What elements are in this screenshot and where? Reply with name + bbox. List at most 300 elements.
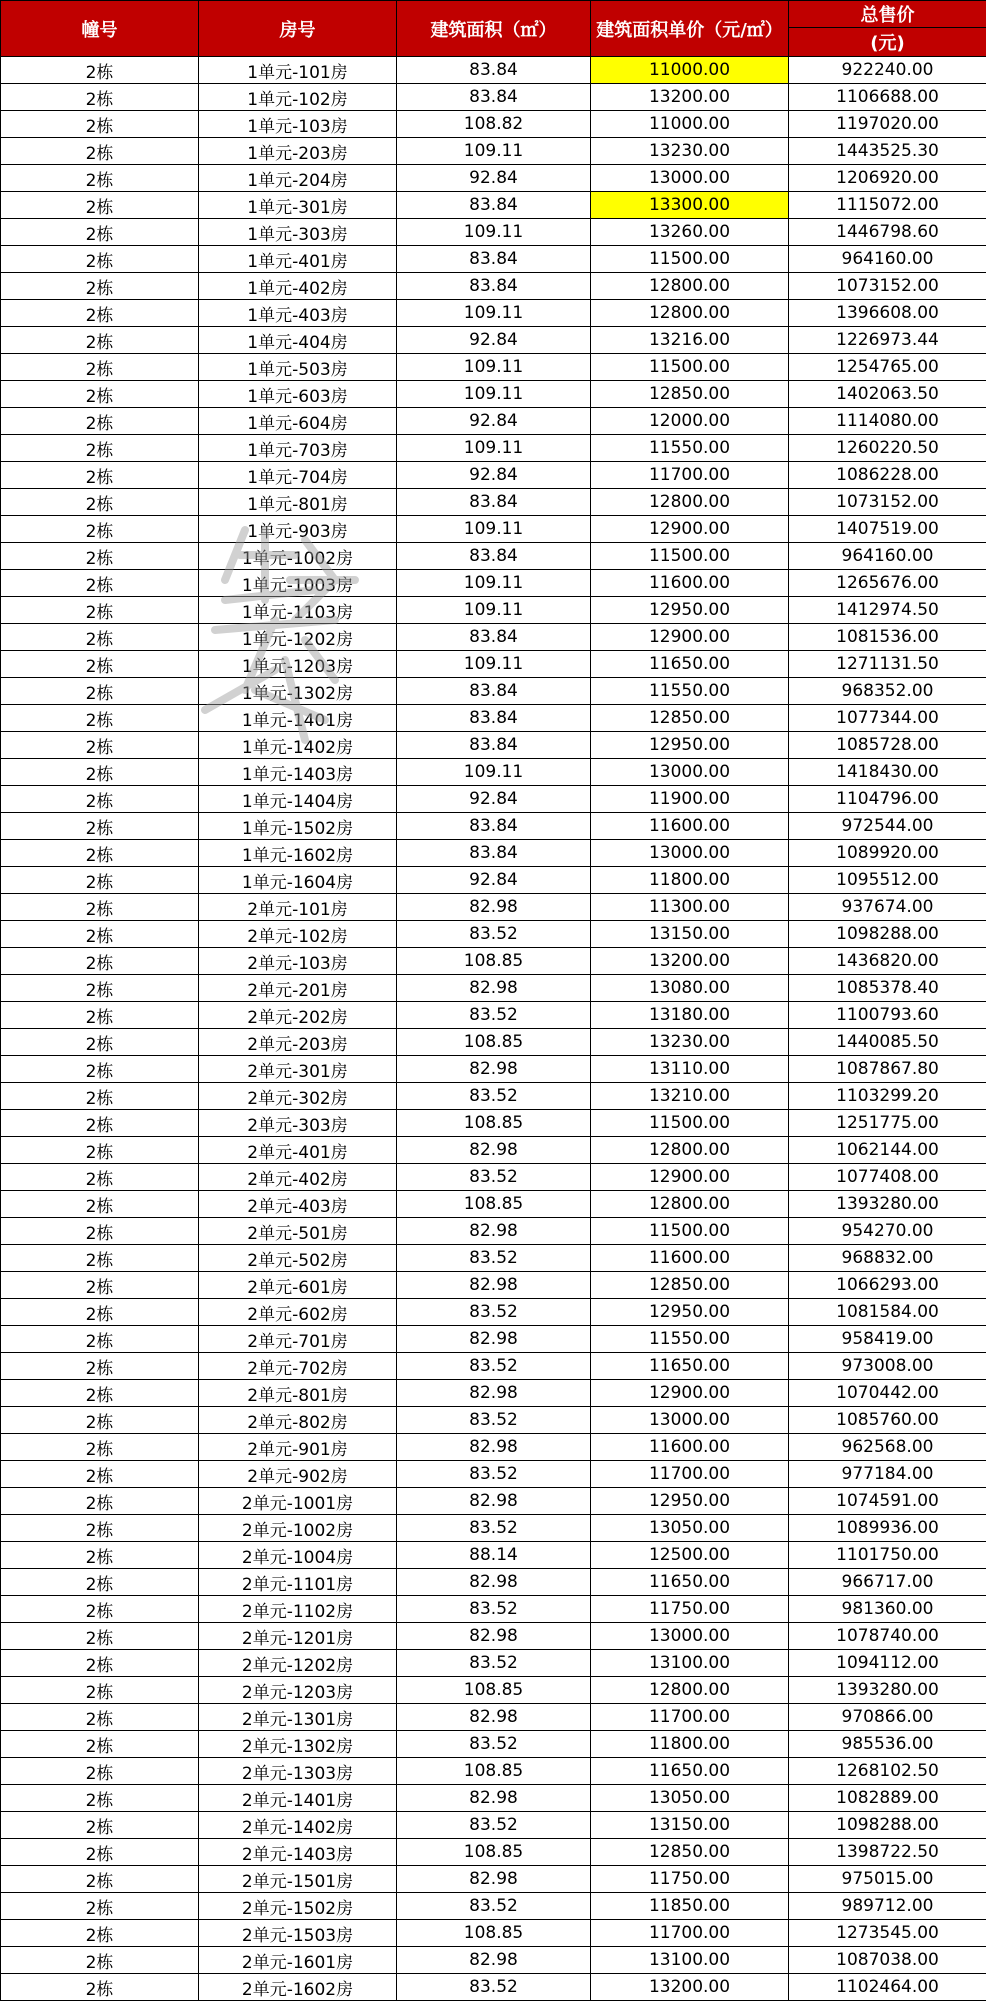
table-row xyxy=(1,1947,986,1974)
table-row xyxy=(1,246,986,273)
cell-unit-price: 13080.00 xyxy=(591,975,789,1002)
cell-total-price: 1251775.00 xyxy=(789,1110,986,1137)
cell-total-price: 975015.00 xyxy=(789,1866,986,1893)
cell-total-price: 966717.00 xyxy=(789,1569,986,1596)
table-row xyxy=(1,1542,986,1569)
cell-unit-price: 13050.00 xyxy=(591,1515,789,1542)
cell-unit-price: 11650.00 xyxy=(591,651,789,678)
cell-room: 2单元-403房 xyxy=(199,1191,397,1218)
cell-unit-price: 13230.00 xyxy=(591,138,789,165)
cell-building: 2栋 xyxy=(1,462,199,489)
header-total-price: 总售价 xyxy=(789,1,986,28)
table-row xyxy=(1,1488,986,1515)
table-row xyxy=(1,597,986,624)
cell-area: 109.11 xyxy=(397,516,591,543)
cell-unit-price: 12850.00 xyxy=(591,1272,789,1299)
cell-area: 108.85 xyxy=(397,1677,591,1704)
cell-unit-price: 11650.00 xyxy=(591,1569,789,1596)
table-row xyxy=(1,678,986,705)
cell-area: 83.52 xyxy=(397,1596,591,1623)
cell-total-price: 1102464.00 xyxy=(789,1974,986,2001)
cell-unit-price: 12800.00 xyxy=(591,1137,789,1164)
cell-total-price: 1085378.40 xyxy=(789,975,986,1002)
cell-total-price: 1081584.00 xyxy=(789,1299,986,1326)
cell-building: 2栋 xyxy=(1,516,199,543)
cell-building: 2栋 xyxy=(1,1164,199,1191)
table-row xyxy=(1,1839,986,1866)
cell-total-price: 1082889.00 xyxy=(789,1785,986,1812)
table-row xyxy=(1,1164,986,1191)
cell-building: 2栋 xyxy=(1,840,199,867)
cell-total-price: 1260220.50 xyxy=(789,435,986,462)
cell-total-price: 1440085.50 xyxy=(789,1029,986,1056)
table-row xyxy=(1,1704,986,1731)
cell-area: 109.11 xyxy=(397,570,591,597)
cell-room: 1单元-703房 xyxy=(199,435,397,462)
cell-building: 2栋 xyxy=(1,948,199,975)
cell-total-price: 1098288.00 xyxy=(789,921,986,948)
cell-room: 1单元-303房 xyxy=(199,219,397,246)
table-body xyxy=(1,57,986,2001)
cell-total-price: 937674.00 xyxy=(789,894,986,921)
cell-unit-price: 12850.00 xyxy=(591,1839,789,1866)
cell-building: 2栋 xyxy=(1,1569,199,1596)
cell-building: 2栋 xyxy=(1,1137,199,1164)
cell-area: 108.85 xyxy=(397,1110,591,1137)
cell-room: 1单元-103房 xyxy=(199,111,397,138)
cell-total-price: 973008.00 xyxy=(789,1353,986,1380)
cell-building: 2栋 xyxy=(1,1542,199,1569)
cell-room: 1单元-204房 xyxy=(199,165,397,192)
table-row xyxy=(1,1272,986,1299)
cell-building: 2栋 xyxy=(1,327,199,354)
cell-building: 2栋 xyxy=(1,219,199,246)
cell-unit-price: 11750.00 xyxy=(591,1866,789,1893)
cell-building: 2栋 xyxy=(1,1677,199,1704)
cell-unit-price: 11600.00 xyxy=(591,1434,789,1461)
cell-total-price: 1087038.00 xyxy=(789,1947,986,1974)
cell-area: 82.98 xyxy=(397,1785,591,1812)
cell-unit-price: 11500.00 xyxy=(591,354,789,381)
cell-building: 2栋 xyxy=(1,624,199,651)
table-row xyxy=(1,1515,986,1542)
cell-unit-price: 13300.00 xyxy=(591,192,789,219)
cell-area: 83.84 xyxy=(397,840,591,867)
cell-total-price: 1393280.00 xyxy=(789,1191,986,1218)
cell-area: 83.84 xyxy=(397,84,591,111)
cell-building: 2栋 xyxy=(1,1731,199,1758)
cell-area: 109.11 xyxy=(397,435,591,462)
cell-building: 2栋 xyxy=(1,408,199,435)
cell-building: 2栋 xyxy=(1,1353,199,1380)
cell-unit-price: 11300.00 xyxy=(591,894,789,921)
cell-unit-price: 11800.00 xyxy=(591,1731,789,1758)
table-row xyxy=(1,732,986,759)
cell-area: 109.11 xyxy=(397,381,591,408)
cell-area: 83.84 xyxy=(397,57,591,84)
cell-unit-price: 11700.00 xyxy=(591,462,789,489)
header-building: 幢号 xyxy=(1,1,199,57)
cell-room: 2单元-1403房 xyxy=(199,1839,397,1866)
cell-area: 109.11 xyxy=(397,138,591,165)
table-row xyxy=(1,84,986,111)
table-row xyxy=(1,786,986,813)
cell-room: 1单元-1103房 xyxy=(199,597,397,624)
table-row xyxy=(1,1218,986,1245)
cell-unit-price: 11500.00 xyxy=(591,1218,789,1245)
cell-unit-price: 11000.00 xyxy=(591,111,789,138)
cell-area: 83.52 xyxy=(397,1353,591,1380)
cell-area: 83.84 xyxy=(397,489,591,516)
cell-area: 108.85 xyxy=(397,1758,591,1785)
cell-room: 2单元-1102房 xyxy=(199,1596,397,1623)
cell-total-price: 1100793.60 xyxy=(789,1002,986,1029)
cell-room: 1单元-1202房 xyxy=(199,624,397,651)
cell-unit-price: 12900.00 xyxy=(591,1380,789,1407)
table-row xyxy=(1,894,986,921)
cell-total-price: 962568.00 xyxy=(789,1434,986,1461)
cell-area: 83.52 xyxy=(397,1974,591,2001)
cell-area: 108.85 xyxy=(397,1920,591,1947)
table-row xyxy=(1,570,986,597)
cell-room: 2单元-1601房 xyxy=(199,1947,397,1974)
cell-area: 82.98 xyxy=(397,1056,591,1083)
cell-unit-price: 13200.00 xyxy=(591,84,789,111)
cell-room: 1单元-903房 xyxy=(199,516,397,543)
cell-total-price: 1443525.30 xyxy=(789,138,986,165)
cell-total-price: 1273545.00 xyxy=(789,1920,986,1947)
cell-unit-price: 13100.00 xyxy=(591,1947,789,1974)
cell-total-price: 985536.00 xyxy=(789,1731,986,1758)
cell-building: 2栋 xyxy=(1,1245,199,1272)
cell-total-price: 1074591.00 xyxy=(789,1488,986,1515)
cell-total-price: 1089920.00 xyxy=(789,840,986,867)
cell-unit-price: 12950.00 xyxy=(591,732,789,759)
table-row xyxy=(1,111,986,138)
cell-area: 109.11 xyxy=(397,300,591,327)
cell-unit-price: 11650.00 xyxy=(591,1758,789,1785)
cell-building: 2栋 xyxy=(1,651,199,678)
cell-area: 88.14 xyxy=(397,1542,591,1569)
cell-room: 1单元-1602房 xyxy=(199,840,397,867)
cell-area: 92.84 xyxy=(397,408,591,435)
table-row xyxy=(1,651,986,678)
cell-area: 83.52 xyxy=(397,1407,591,1434)
table-row xyxy=(1,462,986,489)
table-row xyxy=(1,1866,986,1893)
cell-unit-price: 11550.00 xyxy=(591,678,789,705)
cell-area: 82.98 xyxy=(397,1272,591,1299)
cell-unit-price: 12850.00 xyxy=(591,705,789,732)
cell-area: 108.82 xyxy=(397,111,591,138)
cell-building: 2栋 xyxy=(1,84,199,111)
cell-area: 108.85 xyxy=(397,1029,591,1056)
cell-unit-price: 13050.00 xyxy=(591,1785,789,1812)
cell-room: 2单元-1502房 xyxy=(199,1893,397,1920)
cell-building: 2栋 xyxy=(1,57,199,84)
cell-area: 82.98 xyxy=(397,1137,591,1164)
cell-building: 2栋 xyxy=(1,1704,199,1731)
cell-unit-price: 13100.00 xyxy=(591,1650,789,1677)
cell-unit-price: 13230.00 xyxy=(591,1029,789,1056)
table-row xyxy=(1,1461,986,1488)
cell-total-price: 1265676.00 xyxy=(789,570,986,597)
cell-area: 109.11 xyxy=(397,219,591,246)
cell-unit-price: 12950.00 xyxy=(591,1299,789,1326)
cell-room: 2单元-501房 xyxy=(199,1218,397,1245)
cell-total-price: 1081536.00 xyxy=(789,624,986,651)
cell-total-price: 1106688.00 xyxy=(789,84,986,111)
table-row xyxy=(1,1245,986,1272)
cell-area: 83.84 xyxy=(397,192,591,219)
cell-unit-price: 11700.00 xyxy=(591,1920,789,1947)
cell-room: 2单元-802房 xyxy=(199,1407,397,1434)
table-header xyxy=(1,1,986,57)
cell-building: 2栋 xyxy=(1,1515,199,1542)
cell-unit-price: 11500.00 xyxy=(591,543,789,570)
cell-total-price: 1077344.00 xyxy=(789,705,986,732)
cell-area: 83.52 xyxy=(397,1164,591,1191)
cell-building: 2栋 xyxy=(1,1002,199,1029)
cell-room: 2单元-1001房 xyxy=(199,1488,397,1515)
cell-area: 83.84 xyxy=(397,624,591,651)
cell-room: 2单元-102房 xyxy=(199,921,397,948)
table-row xyxy=(1,354,986,381)
cell-building: 2栋 xyxy=(1,111,199,138)
cell-room: 2单元-1202房 xyxy=(199,1650,397,1677)
cell-room: 1单元-604房 xyxy=(199,408,397,435)
cell-room: 2单元-902房 xyxy=(199,1461,397,1488)
table-row xyxy=(1,435,986,462)
table-row xyxy=(1,1002,986,1029)
cell-unit-price: 13200.00 xyxy=(591,1974,789,2001)
cell-unit-price: 12800.00 xyxy=(591,300,789,327)
cell-unit-price: 13210.00 xyxy=(591,1083,789,1110)
cell-area: 82.98 xyxy=(397,1866,591,1893)
cell-room: 2单元-1201房 xyxy=(199,1623,397,1650)
cell-room: 2单元-203房 xyxy=(199,1029,397,1056)
cell-building: 2栋 xyxy=(1,1461,199,1488)
cell-area: 82.98 xyxy=(397,1704,591,1731)
cell-area: 82.98 xyxy=(397,1488,591,1515)
cell-building: 2栋 xyxy=(1,381,199,408)
header-room: 房号 xyxy=(199,1,397,57)
cell-room: 1单元-403房 xyxy=(199,300,397,327)
table-row xyxy=(1,1191,986,1218)
cell-area: 109.11 xyxy=(397,651,591,678)
cell-building: 2栋 xyxy=(1,1029,199,1056)
cell-unit-price: 13150.00 xyxy=(591,921,789,948)
cell-unit-price: 11600.00 xyxy=(591,813,789,840)
cell-total-price: 958419.00 xyxy=(789,1326,986,1353)
cell-room: 2单元-1303房 xyxy=(199,1758,397,1785)
cell-unit-price: 11550.00 xyxy=(591,1326,789,1353)
cell-area: 109.11 xyxy=(397,759,591,786)
table-row xyxy=(1,543,986,570)
cell-room: 2单元-701房 xyxy=(199,1326,397,1353)
cell-room: 1单元-402房 xyxy=(199,273,397,300)
cell-room: 2单元-1503房 xyxy=(199,1920,397,1947)
cell-building: 2栋 xyxy=(1,732,199,759)
table-row xyxy=(1,138,986,165)
cell-unit-price: 12900.00 xyxy=(591,1164,789,1191)
cell-building: 2栋 xyxy=(1,1110,199,1137)
cell-unit-price: 12800.00 xyxy=(591,1191,789,1218)
cell-building: 2栋 xyxy=(1,1893,199,1920)
cell-room: 1单元-101房 xyxy=(199,57,397,84)
cell-area: 82.98 xyxy=(397,1569,591,1596)
table-row xyxy=(1,1758,986,1785)
cell-total-price: 1114080.00 xyxy=(789,408,986,435)
cell-area: 109.11 xyxy=(397,354,591,381)
table-row xyxy=(1,219,986,246)
cell-total-price: 954270.00 xyxy=(789,1218,986,1245)
cell-area: 108.85 xyxy=(397,1839,591,1866)
cell-total-price: 1268102.50 xyxy=(789,1758,986,1785)
cell-building: 2栋 xyxy=(1,1947,199,1974)
cell-room: 1单元-603房 xyxy=(199,381,397,408)
cell-unit-price: 13200.00 xyxy=(591,948,789,975)
cell-unit-price: 12950.00 xyxy=(591,597,789,624)
cell-room: 1单元-801房 xyxy=(199,489,397,516)
table-row xyxy=(1,327,986,354)
cell-room: 1单元-1401房 xyxy=(199,705,397,732)
cell-room: 2单元-1501房 xyxy=(199,1866,397,1893)
cell-unit-price: 11600.00 xyxy=(591,570,789,597)
cell-building: 2栋 xyxy=(1,570,199,597)
cell-unit-price: 12900.00 xyxy=(591,624,789,651)
cell-room: 2单元-103房 xyxy=(199,948,397,975)
cell-area: 83.52 xyxy=(397,1299,591,1326)
table-row xyxy=(1,1677,986,1704)
cell-unit-price: 13000.00 xyxy=(591,840,789,867)
cell-unit-price: 12800.00 xyxy=(591,273,789,300)
cell-unit-price: 11850.00 xyxy=(591,1893,789,1920)
cell-building: 2栋 xyxy=(1,1839,199,1866)
cell-unit-price: 13260.00 xyxy=(591,219,789,246)
cell-unit-price: 12000.00 xyxy=(591,408,789,435)
cell-room: 2单元-1301房 xyxy=(199,1704,397,1731)
cell-building: 2栋 xyxy=(1,138,199,165)
header-area: 建筑面积（㎡） xyxy=(397,1,591,57)
cell-area: 92.84 xyxy=(397,786,591,813)
cell-building: 2栋 xyxy=(1,273,199,300)
cell-unit-price: 11700.00 xyxy=(591,1461,789,1488)
cell-building: 2栋 xyxy=(1,921,199,948)
cell-room: 1单元-102房 xyxy=(199,84,397,111)
cell-room: 1单元-1402房 xyxy=(199,732,397,759)
cell-building: 2栋 xyxy=(1,1299,199,1326)
cell-building: 2栋 xyxy=(1,1812,199,1839)
table-row xyxy=(1,975,986,1002)
table-row xyxy=(1,1380,986,1407)
cell-building: 2栋 xyxy=(1,435,199,462)
cell-total-price: 1206920.00 xyxy=(789,165,986,192)
cell-area: 83.52 xyxy=(397,1461,591,1488)
table-row xyxy=(1,1731,986,1758)
cell-room: 2单元-1004房 xyxy=(199,1542,397,1569)
table-row xyxy=(1,408,986,435)
cell-building: 2栋 xyxy=(1,1272,199,1299)
cell-unit-price: 12800.00 xyxy=(591,1677,789,1704)
cell-room: 2单元-301房 xyxy=(199,1056,397,1083)
cell-area: 92.84 xyxy=(397,327,591,354)
table-row xyxy=(1,705,986,732)
table-row xyxy=(1,1812,986,1839)
cell-total-price: 1085728.00 xyxy=(789,732,986,759)
cell-room: 2单元-1002房 xyxy=(199,1515,397,1542)
cell-area: 83.84 xyxy=(397,705,591,732)
cell-room: 2单元-1302房 xyxy=(199,1731,397,1758)
cell-total-price: 968352.00 xyxy=(789,678,986,705)
cell-total-price: 1089936.00 xyxy=(789,1515,986,1542)
cell-building: 2栋 xyxy=(1,1191,199,1218)
cell-total-price: 1396608.00 xyxy=(789,300,986,327)
cell-building: 2栋 xyxy=(1,813,199,840)
cell-total-price: 981360.00 xyxy=(789,1596,986,1623)
cell-room: 1单元-1002房 xyxy=(199,543,397,570)
cell-area: 83.52 xyxy=(397,1002,591,1029)
cell-total-price: 1073152.00 xyxy=(789,489,986,516)
cell-area: 83.84 xyxy=(397,246,591,273)
cell-area: 92.84 xyxy=(397,462,591,489)
cell-area: 82.98 xyxy=(397,1947,591,1974)
cell-building: 2栋 xyxy=(1,1920,199,1947)
table-row xyxy=(1,516,986,543)
cell-total-price: 977184.00 xyxy=(789,1461,986,1488)
table-row xyxy=(1,1083,986,1110)
cell-unit-price: 11900.00 xyxy=(591,786,789,813)
cell-room: 2单元-702房 xyxy=(199,1353,397,1380)
cell-building: 2栋 xyxy=(1,759,199,786)
cell-room: 2单元-302房 xyxy=(199,1083,397,1110)
cell-total-price: 1095512.00 xyxy=(789,867,986,894)
table-row xyxy=(1,489,986,516)
cell-building: 2栋 xyxy=(1,1056,199,1083)
cell-room: 2单元-901房 xyxy=(199,1434,397,1461)
cell-building: 2栋 xyxy=(1,705,199,732)
cell-room: 1单元-1302房 xyxy=(199,678,397,705)
cell-room: 2单元-602房 xyxy=(199,1299,397,1326)
cell-building: 2栋 xyxy=(1,300,199,327)
cell-building: 2栋 xyxy=(1,786,199,813)
cell-unit-price: 13180.00 xyxy=(591,1002,789,1029)
table-row xyxy=(1,1785,986,1812)
cell-room: 2单元-1101房 xyxy=(199,1569,397,1596)
cell-area: 82.98 xyxy=(397,1434,591,1461)
cell-room: 2单元-1602房 xyxy=(199,1974,397,2001)
cell-total-price: 1407519.00 xyxy=(789,516,986,543)
cell-total-price: 1070442.00 xyxy=(789,1380,986,1407)
header-total-price-unit: (元) xyxy=(789,28,986,57)
cell-room: 2单元-601房 xyxy=(199,1272,397,1299)
cell-room: 2单元-401房 xyxy=(199,1137,397,1164)
cell-room: 2单元-101房 xyxy=(199,894,397,921)
cell-area: 83.84 xyxy=(397,813,591,840)
table-row xyxy=(1,948,986,975)
cell-area: 83.52 xyxy=(397,1245,591,1272)
table-row xyxy=(1,1974,986,2001)
cell-building: 2栋 xyxy=(1,1866,199,1893)
cell-room: 1单元-301房 xyxy=(199,192,397,219)
cell-unit-price: 13150.00 xyxy=(591,1812,789,1839)
cell-room: 2单元-1203房 xyxy=(199,1677,397,1704)
cell-building: 2栋 xyxy=(1,246,199,273)
cell-room: 1单元-1502房 xyxy=(199,813,397,840)
table-row xyxy=(1,1569,986,1596)
table-row xyxy=(1,921,986,948)
table-row xyxy=(1,1110,986,1137)
